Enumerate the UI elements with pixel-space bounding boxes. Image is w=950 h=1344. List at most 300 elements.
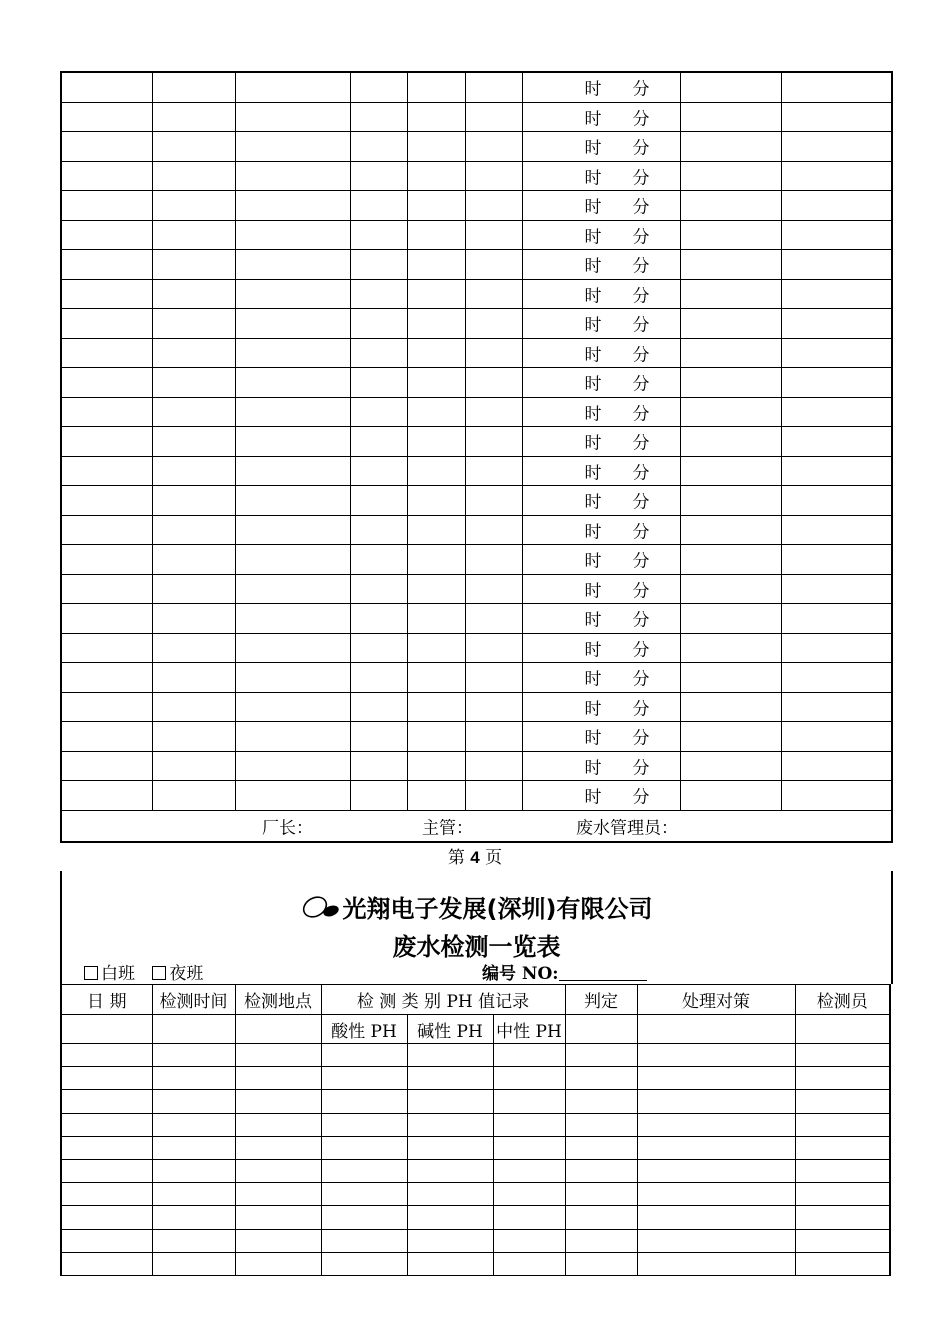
table-cell[interactable] (350, 309, 407, 339)
table-cell[interactable] (465, 132, 522, 162)
table-cell[interactable] (407, 515, 465, 545)
day-shift-checkbox[interactable] (84, 966, 98, 980)
table-cell[interactable] (235, 1252, 321, 1275)
table-cell[interactable] (152, 1067, 235, 1090)
table-cell[interactable] (680, 338, 781, 368)
table-cell[interactable] (321, 1136, 407, 1159)
time-cell[interactable] (522, 722, 680, 752)
table-cell[interactable] (407, 1090, 493, 1113)
table-cell[interactable] (407, 161, 465, 191)
table-cell[interactable] (350, 72, 407, 102)
table-cell[interactable] (465, 515, 522, 545)
table-cell[interactable] (152, 397, 235, 427)
table-cell[interactable] (637, 1183, 795, 1206)
table-cell[interactable] (637, 1090, 795, 1113)
table-cell[interactable] (235, 191, 350, 221)
table-cell[interactable] (407, 545, 465, 575)
table-cell[interactable] (235, 545, 350, 575)
table-cell[interactable] (637, 1067, 795, 1090)
table-cell[interactable] (321, 1044, 407, 1067)
table-cell[interactable] (152, 132, 235, 162)
table-cell[interactable] (235, 515, 350, 545)
table-cell[interactable] (235, 102, 350, 132)
table-cell[interactable] (493, 1090, 565, 1113)
table-cell[interactable] (565, 1113, 637, 1136)
table-cell[interactable] (465, 161, 522, 191)
table-cell[interactable] (61, 456, 152, 486)
table-cell[interactable] (152, 456, 235, 486)
table-cell[interactable] (407, 1136, 493, 1159)
table-cell[interactable] (781, 368, 892, 398)
table-cell[interactable] (350, 722, 407, 752)
table-cell[interactable] (680, 545, 781, 575)
table-cell[interactable] (235, 161, 350, 191)
table-cell[interactable] (407, 220, 465, 250)
table-cell[interactable] (61, 220, 152, 250)
table-cell[interactable] (152, 102, 235, 132)
table-cell[interactable] (321, 1183, 407, 1206)
table-cell[interactable] (61, 545, 152, 575)
table-cell[interactable] (350, 604, 407, 634)
table-cell[interactable] (350, 781, 407, 811)
table-cell[interactable] (61, 1067, 152, 1090)
table-cell[interactable] (407, 368, 465, 398)
table-cell[interactable] (152, 191, 235, 221)
table-cell[interactable] (493, 1044, 565, 1067)
table-cell[interactable] (781, 397, 892, 427)
table-cell[interactable] (152, 486, 235, 516)
table-cell[interactable] (61, 1229, 152, 1252)
table-cell[interactable] (781, 102, 892, 132)
table-cell[interactable] (350, 574, 407, 604)
table-cell[interactable] (61, 72, 152, 102)
time-cell[interactable] (522, 633, 680, 663)
table-cell[interactable] (235, 1206, 321, 1229)
table-cell[interactable] (781, 574, 892, 604)
table-cell[interactable] (407, 309, 465, 339)
time-cell[interactable] (522, 692, 680, 722)
table-cell[interactable] (235, 338, 350, 368)
table-cell[interactable] (61, 751, 152, 781)
table-cell[interactable] (152, 161, 235, 191)
table-cell[interactable] (680, 692, 781, 722)
table-cell[interactable] (152, 427, 235, 457)
time-cell[interactable] (522, 132, 680, 162)
table-cell[interactable] (680, 102, 781, 132)
table-cell[interactable] (407, 250, 465, 280)
table-cell[interactable] (350, 663, 407, 693)
time-cell[interactable] (522, 220, 680, 250)
table-cell[interactable] (235, 1067, 321, 1090)
table-cell[interactable] (152, 72, 235, 102)
table-cell[interactable] (235, 604, 350, 634)
table-cell[interactable] (781, 781, 892, 811)
table-cell[interactable] (152, 663, 235, 693)
table-cell[interactable] (680, 633, 781, 663)
table-cell[interactable] (795, 1159, 890, 1182)
table-cell[interactable] (152, 1252, 235, 1275)
table-cell[interactable] (565, 1183, 637, 1206)
table-cell[interactable] (407, 692, 465, 722)
table-cell[interactable] (465, 397, 522, 427)
table-cell[interactable] (637, 1113, 795, 1136)
table-cell[interactable] (61, 191, 152, 221)
table-cell[interactable] (321, 1159, 407, 1182)
night-shift-checkbox[interactable] (152, 966, 166, 980)
table-cell[interactable] (350, 633, 407, 663)
table-cell[interactable] (152, 692, 235, 722)
table-cell[interactable] (152, 515, 235, 545)
table-cell[interactable] (465, 692, 522, 722)
time-cell[interactable] (522, 427, 680, 457)
table-cell[interactable] (61, 250, 152, 280)
table-cell[interactable] (350, 692, 407, 722)
time-cell[interactable] (522, 161, 680, 191)
time-cell[interactable] (522, 751, 680, 781)
time-cell[interactable] (522, 279, 680, 309)
table-cell[interactable] (565, 1206, 637, 1229)
table-cell[interactable] (152, 1090, 235, 1113)
table-cell[interactable] (493, 1159, 565, 1182)
table-cell[interactable] (61, 368, 152, 398)
table-cell[interactable] (61, 633, 152, 663)
table-cell[interactable] (795, 1136, 890, 1159)
table-cell[interactable] (680, 722, 781, 752)
table-cell[interactable] (61, 1044, 152, 1067)
table-cell[interactable] (465, 545, 522, 575)
time-cell[interactable] (522, 250, 680, 280)
table-cell[interactable] (61, 338, 152, 368)
table-cell[interactable] (152, 338, 235, 368)
table-cell[interactable] (680, 515, 781, 545)
table-cell[interactable] (321, 1206, 407, 1229)
table-cell[interactable] (465, 191, 522, 221)
table-cell[interactable] (61, 781, 152, 811)
table-cell[interactable] (465, 72, 522, 102)
table-cell[interactable] (152, 250, 235, 280)
table-cell[interactable] (680, 132, 781, 162)
table-cell[interactable] (407, 1206, 493, 1229)
table-cell[interactable] (565, 1067, 637, 1090)
table-cell[interactable] (152, 1044, 235, 1067)
table-cell[interactable] (350, 102, 407, 132)
table-cell[interactable] (61, 102, 152, 132)
table-cell[interactable] (493, 1229, 565, 1252)
table-cell[interactable] (61, 574, 152, 604)
table-cell[interactable] (781, 72, 892, 102)
table-cell[interactable] (407, 338, 465, 368)
table-cell[interactable] (637, 1206, 795, 1229)
table-cell[interactable] (61, 1159, 152, 1182)
table-cell[interactable] (680, 663, 781, 693)
table-cell[interactable] (781, 427, 892, 457)
table-cell[interactable] (152, 368, 235, 398)
table-cell[interactable] (637, 1252, 795, 1275)
form-number-field[interactable] (559, 964, 647, 981)
table-cell[interactable] (465, 604, 522, 634)
night-shift-option[interactable] (152, 964, 203, 984)
table-cell[interactable] (350, 751, 407, 781)
table-cell[interactable] (61, 309, 152, 339)
table-cell[interactable] (407, 1067, 493, 1090)
table-cell[interactable] (61, 279, 152, 309)
table-cell[interactable] (235, 1229, 321, 1252)
table-cell[interactable] (407, 722, 465, 752)
table-cell[interactable] (680, 574, 781, 604)
table-cell[interactable] (61, 397, 152, 427)
table-cell[interactable] (493, 1136, 565, 1159)
time-cell[interactable] (522, 515, 680, 545)
table-cell[interactable] (235, 633, 350, 663)
table-cell[interactable] (350, 427, 407, 457)
table-cell[interactable] (152, 309, 235, 339)
table-cell[interactable] (680, 456, 781, 486)
table-cell[interactable] (465, 427, 522, 457)
time-cell[interactable] (522, 338, 680, 368)
table-cell[interactable] (637, 1044, 795, 1067)
table-cell[interactable] (407, 574, 465, 604)
day-shift-option[interactable] (84, 964, 135, 984)
table-cell[interactable] (407, 604, 465, 634)
table-cell[interactable] (152, 1159, 235, 1182)
table-cell[interactable] (350, 515, 407, 545)
table-cell[interactable] (493, 1206, 565, 1229)
table-cell[interactable] (61, 1113, 152, 1136)
table-cell[interactable] (795, 1113, 890, 1136)
table-cell[interactable] (781, 338, 892, 368)
table-cell[interactable] (235, 574, 350, 604)
table-cell[interactable] (235, 692, 350, 722)
table-cell[interactable] (637, 1229, 795, 1252)
table-cell[interactable] (152, 781, 235, 811)
table-cell[interactable] (321, 1113, 407, 1136)
table-cell[interactable] (407, 1183, 493, 1206)
table-cell[interactable] (565, 1044, 637, 1067)
table-cell[interactable] (152, 604, 235, 634)
table-cell[interactable] (407, 102, 465, 132)
table-cell[interactable] (781, 545, 892, 575)
table-cell[interactable] (61, 1136, 152, 1159)
table-cell[interactable] (350, 338, 407, 368)
time-cell[interactable] (522, 368, 680, 398)
table-cell[interactable] (321, 1229, 407, 1252)
table-cell[interactable] (235, 1044, 321, 1067)
table-cell[interactable] (407, 1252, 493, 1275)
table-cell[interactable] (407, 1159, 493, 1182)
table-cell[interactable] (493, 1113, 565, 1136)
table-cell[interactable] (350, 456, 407, 486)
table-cell[interactable] (235, 722, 350, 752)
table-cell[interactable] (465, 751, 522, 781)
table-cell[interactable] (407, 663, 465, 693)
table-cell[interactable] (781, 220, 892, 250)
time-cell[interactable] (522, 397, 680, 427)
table-cell[interactable] (235, 751, 350, 781)
table-cell[interactable] (350, 279, 407, 309)
table-cell[interactable] (235, 1183, 321, 1206)
table-cell[interactable] (795, 1229, 890, 1252)
table-cell[interactable] (321, 1252, 407, 1275)
table-cell[interactable] (781, 692, 892, 722)
table-cell[interactable] (493, 1252, 565, 1275)
table-cell[interactable] (350, 220, 407, 250)
table-cell[interactable] (781, 515, 892, 545)
table-cell[interactable] (235, 132, 350, 162)
table-cell[interactable] (350, 250, 407, 280)
table-cell[interactable] (407, 486, 465, 516)
table-cell[interactable] (781, 486, 892, 516)
table-cell[interactable] (795, 1183, 890, 1206)
table-cell[interactable] (795, 1090, 890, 1113)
table-cell[interactable] (61, 663, 152, 693)
table-cell[interactable] (235, 309, 350, 339)
table-cell[interactable] (61, 604, 152, 634)
time-cell[interactable] (522, 486, 680, 516)
time-cell[interactable] (522, 663, 680, 693)
table-cell[interactable] (680, 191, 781, 221)
table-cell[interactable] (152, 220, 235, 250)
table-cell[interactable] (465, 102, 522, 132)
table-cell[interactable] (680, 486, 781, 516)
table-cell[interactable] (61, 427, 152, 457)
table-cell[interactable] (235, 250, 350, 280)
table-cell[interactable] (152, 1229, 235, 1252)
table-cell[interactable] (61, 132, 152, 162)
table-cell[interactable] (407, 633, 465, 663)
table-cell[interactable] (350, 368, 407, 398)
table-cell[interactable] (152, 1113, 235, 1136)
table-cell[interactable] (235, 1113, 321, 1136)
table-cell[interactable] (61, 1183, 152, 1206)
table-cell[interactable] (407, 751, 465, 781)
table-cell[interactable] (465, 456, 522, 486)
table-cell[interactable] (61, 1090, 152, 1113)
table-cell[interactable] (61, 486, 152, 516)
table-cell[interactable] (781, 161, 892, 191)
table-cell[interactable] (465, 250, 522, 280)
table-cell[interactable] (350, 545, 407, 575)
table-cell[interactable] (61, 1206, 152, 1229)
time-cell[interactable] (522, 574, 680, 604)
table-cell[interactable] (407, 132, 465, 162)
table-cell[interactable] (781, 633, 892, 663)
table-cell[interactable] (795, 1067, 890, 1090)
table-cell[interactable] (465, 279, 522, 309)
table-cell[interactable] (235, 1090, 321, 1113)
table-cell[interactable] (235, 1159, 321, 1182)
table-cell[interactable] (781, 663, 892, 693)
table-cell[interactable] (465, 368, 522, 398)
table-cell[interactable] (152, 751, 235, 781)
table-cell[interactable] (407, 427, 465, 457)
table-cell[interactable] (235, 486, 350, 516)
table-cell[interactable] (781, 309, 892, 339)
time-cell[interactable] (522, 781, 680, 811)
table-cell[interactable] (407, 279, 465, 309)
table-cell[interactable] (637, 1159, 795, 1182)
table-cell[interactable] (565, 1136, 637, 1159)
table-cell[interactable] (465, 663, 522, 693)
table-cell[interactable] (781, 722, 892, 752)
table-cell[interactable] (680, 161, 781, 191)
table-cell[interactable] (680, 397, 781, 427)
table-cell[interactable] (465, 574, 522, 604)
table-cell[interactable] (407, 397, 465, 427)
table-cell[interactable] (465, 722, 522, 752)
time-cell[interactable] (522, 72, 680, 102)
table-cell[interactable] (795, 1252, 890, 1275)
table-cell[interactable] (465, 338, 522, 368)
table-cell[interactable] (61, 1252, 152, 1275)
table-cell[interactable] (637, 1136, 795, 1159)
table-cell[interactable] (152, 545, 235, 575)
table-cell[interactable] (407, 1229, 493, 1252)
table-cell[interactable] (680, 427, 781, 457)
table-cell[interactable] (407, 456, 465, 486)
time-cell[interactable] (522, 102, 680, 132)
table-cell[interactable] (795, 1206, 890, 1229)
table-cell[interactable] (465, 220, 522, 250)
table-cell[interactable] (350, 397, 407, 427)
table-cell[interactable] (235, 279, 350, 309)
table-cell[interactable] (321, 1090, 407, 1113)
table-cell[interactable] (781, 250, 892, 280)
table-cell[interactable] (235, 663, 350, 693)
table-cell[interactable] (680, 751, 781, 781)
table-cell[interactable] (465, 781, 522, 811)
table-cell[interactable] (235, 781, 350, 811)
table-cell[interactable] (565, 1229, 637, 1252)
table-cell[interactable] (61, 515, 152, 545)
table-cell[interactable] (235, 427, 350, 457)
table-cell[interactable] (152, 574, 235, 604)
time-cell[interactable] (522, 545, 680, 575)
table-cell[interactable] (565, 1090, 637, 1113)
table-cell[interactable] (795, 1044, 890, 1067)
table-cell[interactable] (407, 72, 465, 102)
table-cell[interactable] (152, 1183, 235, 1206)
table-cell[interactable] (781, 191, 892, 221)
table-cell[interactable] (152, 1206, 235, 1229)
table-cell[interactable] (781, 456, 892, 486)
table-cell[interactable] (407, 1044, 493, 1067)
table-cell[interactable] (235, 72, 350, 102)
table-cell[interactable] (235, 1136, 321, 1159)
time-cell[interactable] (522, 604, 680, 634)
table-cell[interactable] (235, 368, 350, 398)
table-cell[interactable] (680, 309, 781, 339)
table-cell[interactable] (680, 72, 781, 102)
table-cell[interactable] (61, 692, 152, 722)
table-cell[interactable] (680, 250, 781, 280)
table-cell[interactable] (61, 722, 152, 752)
table-cell[interactable] (680, 368, 781, 398)
table-cell[interactable] (407, 191, 465, 221)
table-cell[interactable] (781, 604, 892, 634)
table-cell[interactable] (565, 1252, 637, 1275)
table-cell[interactable] (61, 161, 152, 191)
table-cell[interactable] (781, 132, 892, 162)
table-cell[interactable] (235, 220, 350, 250)
table-cell[interactable] (781, 279, 892, 309)
table-cell[interactable] (493, 1067, 565, 1090)
table-cell[interactable] (152, 1136, 235, 1159)
table-cell[interactable] (465, 633, 522, 663)
table-cell[interactable] (680, 604, 781, 634)
table-cell[interactable] (407, 781, 465, 811)
time-cell[interactable] (522, 309, 680, 339)
table-cell[interactable] (350, 486, 407, 516)
